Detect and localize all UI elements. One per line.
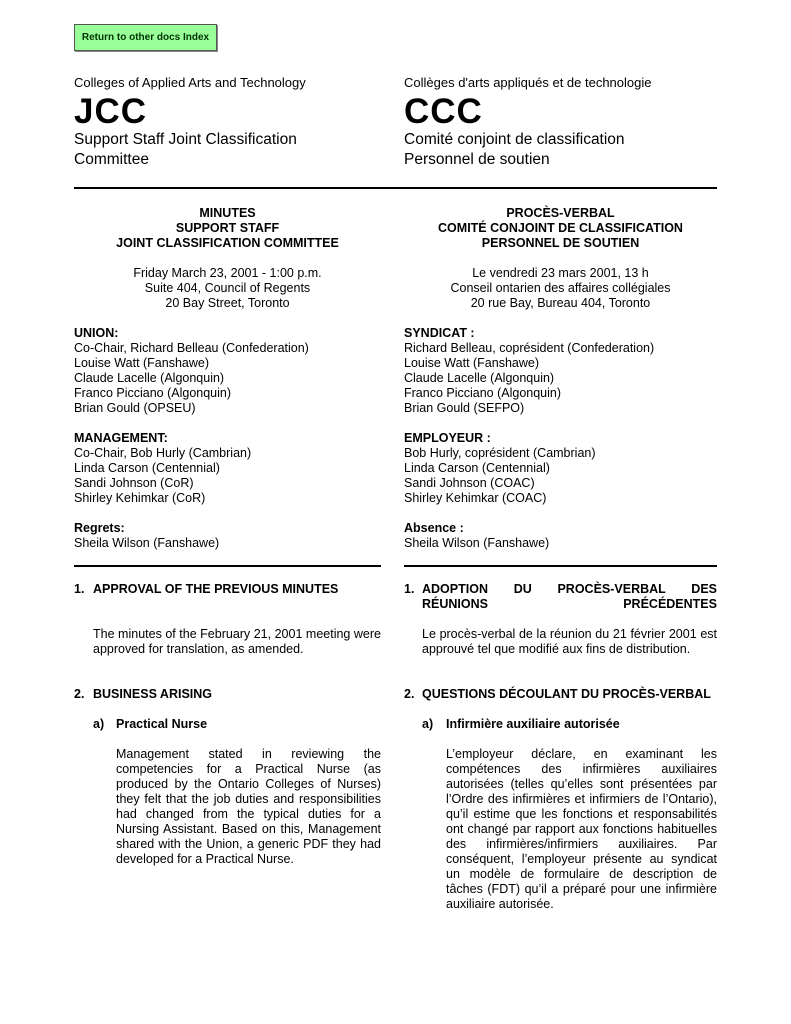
divider-fr [404, 565, 717, 567]
attendee: Sheila Wilson (Fanshawe) [404, 536, 550, 550]
attendee: Shirley Kehimkar (CoR) [74, 491, 206, 505]
attendee: Louise Watt (Fanshawe) [404, 356, 540, 370]
title-en-line: MINUTES [199, 206, 256, 220]
attendee: Louise Watt (Fanshawe) [74, 356, 210, 370]
attendee: Claude Lacelle (Algonquin) [404, 371, 555, 385]
attendee: Sheila Wilson (Fanshawe) [74, 536, 220, 550]
section-2a-number-fr: a) [422, 717, 434, 731]
attendee: Brian Gould (SEFPO) [404, 401, 525, 415]
attendee: Franco Picciano (Algonquin) [74, 386, 232, 400]
attendance-fr [404, 326, 717, 551]
management-label-fr: EMPLOYEUR : [404, 431, 491, 445]
attendee: Linda Carson (Centennial) [404, 461, 550, 475]
regrets-label-en: Regrets: [74, 521, 125, 535]
attendee: Shirley Kehimkar (COAC) [404, 491, 547, 505]
committee-name-en [74, 130, 381, 170]
section-2-title-en: BUSINESS ARISING [93, 687, 213, 701]
attendee: Sandi Johnson (CoR) [74, 476, 194, 490]
attendee: Richard Belleau, coprésident (Confederation) [404, 341, 655, 355]
title-fr-line: COMITÉ CONJOINT DE CLASSIFICATION [438, 221, 683, 235]
regrets-label-fr: Absence : [404, 521, 464, 535]
title-fr-line: PERSONNEL DE SOUTIEN [481, 236, 640, 250]
committee-name-en-line1: Support Staff Joint Classification [74, 131, 297, 148]
attendee: Brian Gould (OPSEU) [74, 401, 196, 415]
section-2-number-fr: 2. [404, 687, 415, 701]
divider-en [74, 565, 381, 567]
management-label-en: MANAGEMENT: [74, 431, 168, 445]
meeting-place-en: Suite 404, Council of Regents [144, 281, 311, 295]
meeting-date-fr: Le vendredi 23 mars 2001, 13 h [472, 266, 649, 280]
title-en [74, 206, 381, 251]
org-name-en: Colleges of Applied Arts and Technology [74, 75, 306, 90]
attendee: Co-Chair, Richard Belleau (Confederation) [74, 341, 309, 355]
section-1-title-en: APPROVAL OF THE PREVIOUS MINUTES [93, 582, 339, 596]
attendee: Co-Chair, Bob Hurly (Cambrian) [74, 446, 252, 460]
committee-name-en-line2: Committee [74, 151, 149, 168]
meeting-address-fr: 20 rue Bay, Bureau 404, Toronto [470, 296, 651, 310]
attendee: Franco Picciano (Algonquin) [404, 386, 562, 400]
return-to-index-button[interactable]: Return to other docs Index [74, 24, 217, 51]
meeting-details-fr [404, 266, 717, 311]
section-1-title-fr: ADOPTION DU PROCÈS-VERBAL DES RÉUNIONS PRÉCÉDENTES [422, 582, 717, 611]
title-fr [404, 206, 717, 251]
meeting-place-fr: Conseil ontarien des affaires collégiales [450, 281, 671, 295]
meeting-details-en [74, 266, 381, 311]
attendee: Linda Carson (Centennial) [74, 461, 220, 475]
committee-name-fr-line2: Personnel de soutien [404, 151, 550, 168]
attendee: Bob Hurly, coprésident (Cambrian) [404, 446, 596, 460]
attendee: Claude Lacelle (Algonquin) [74, 371, 225, 385]
section-1-text-en: The minutes of the February 21, 2001 meeting were approved for translation, as amended. [93, 627, 381, 656]
abbr-en: JCC [74, 92, 148, 131]
attendance-en [74, 326, 381, 551]
meeting-date-en: Friday March 23, 2001 - 1:00 p.m. [133, 266, 322, 280]
title-fr-line: PROCÈS-VERBAL [506, 206, 615, 220]
union-label-fr: SYNDICAT : [404, 326, 475, 340]
section-2a-title-fr: Infirmière auxiliaire autorisée [446, 717, 620, 731]
section-2a-title-en: Practical Nurse [116, 717, 208, 731]
committee-name-fr [404, 130, 717, 170]
title-en-line: JOINT CLASSIFICATION COMMITTEE [116, 236, 339, 250]
attendee: Sandi Johnson (COAC) [404, 476, 535, 490]
section-2-number-en: 2. [74, 687, 85, 701]
section-2a-number-en: a) [93, 717, 105, 731]
committee-name-fr-line1: Comité conjoint de classification [404, 131, 625, 148]
section-2a-text-fr: L’employeur déclare, en examinant les compétences des infirmières auxiliaires autorisées (telles qu’elles sont présentées par l’Ordre des infirmières et infirmiers de l’Ontario), qu’il estime que les fonctions et responsabilités ont changé par rapport aux fonctions habituelles des infirmières/infirmiers auxiliaires. Par conséquent, l’employeur présente au syndicat un modèle de formulaire de description de tâches (FDT) qu’il a préparé pour une infirmière auxiliaire autorisée. [446, 747, 717, 911]
section-2-title-fr: QUESTIONS DÉCOULANT DU PROCÈS-VERBAL [422, 687, 711, 701]
section-1-number-fr: 1. [404, 582, 415, 596]
abbr-fr: CCC [404, 92, 483, 131]
section-2a-text-en: Management stated in reviewing the competencies for a Practical Nurse (as produced by the Ontario Colleges of Nurses) they felt that the job duties and responsibilities had changed from the typical duties for a Nursing Assistant. Based on this, Management shared with the Union, a generic PDF they had developed for a Practical Nurse. [116, 747, 381, 866]
section-1-text-fr: Le procès-verbal de la réunion du 21 février 2001 est approuvé tel que modifié aux fins de distribution. [422, 627, 717, 656]
org-name-fr: Collèges d'arts appliqués et de technologie [404, 75, 652, 90]
title-en-line: SUPPORT STAFF [175, 221, 280, 235]
meeting-address-en: 20 Bay Street, Toronto [165, 296, 290, 310]
header-divider [74, 187, 717, 189]
union-label-en: UNION: [74, 326, 119, 340]
section-1-number-en: 1. [74, 582, 85, 596]
